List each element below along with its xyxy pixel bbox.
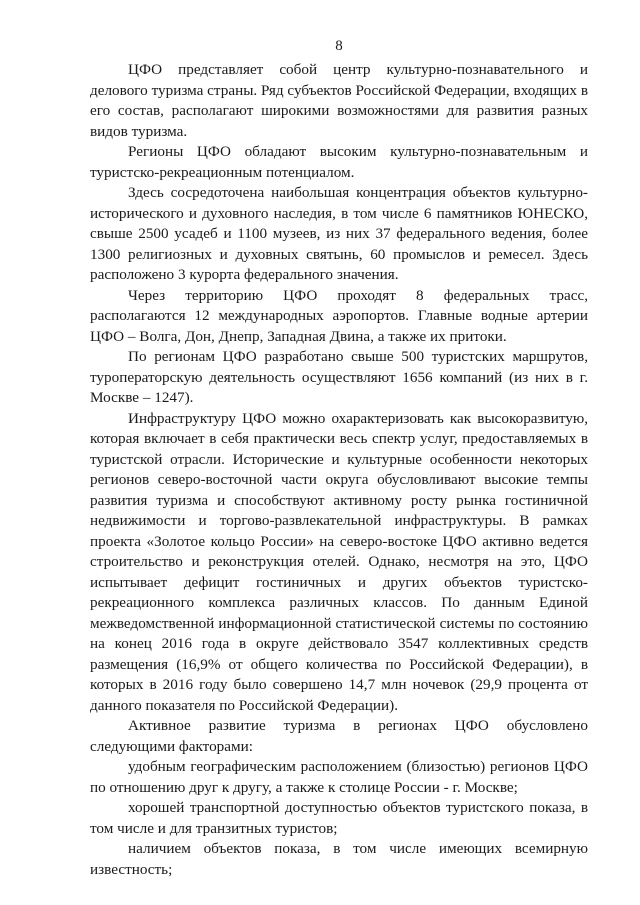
paragraph-intro: ЦФО представляет собой центр культурно-познавательного и делового туризма страны. Ряд субъектов Российской Федерации, входящих в его состав, располагают широкими возможностями для развития разных видов туризма. — [90, 61, 588, 140]
paragraph-factors-intro: Активное развитие туризма в регионах ЦФО обусловлено следующими факторами: — [90, 717, 588, 755]
list-item-accessibility: хорошей транспортной доступностью объектов туристского показа, в том числе и для транзитных туристов; — [90, 799, 588, 837]
paragraph-transport: Через территорию ЦФО проходят 8 федеральных трасс, располагаются 12 международных аэропортов. Главные водные артерии ЦФО – Волга, Дон, Днепр, Западная Двина, а также их притоки. — [90, 286, 588, 345]
paragraph-routes: По регионам ЦФО разработано свыше 500 туристских маршрутов, туроператорскую деятельность осуществляют 1656 компаний (из них в г. Москве – 1247). — [90, 348, 588, 406]
paragraph-infrastructure: Инфраструктуру ЦФО можно охарактеризовать как высокоразвитую, которая включает в себя практически весь спектр услуг, предоставляемых в туристской отрасли. Исторические и культурные особенности некоторых регионов северо-восточной части округа обусловливают высокие темпы развития туризма и способствуют активному росту рынка гостиничной недвижимости и торгово-развлекательной инфраструктуры. В рамках проекта «Золотое кольцо России» на северо-востоке ЦФО активно ведется строительство и реконструкция отелей. Однако, несмотря на это, ЦФО испытывает дефицит гостиничных и других объектов туристско-рекреационного комплекса различных классов. По данным Единой межведомственной информационной статистической системы по состоянию на конец 2016 года в округе действовало 3547 коллективных средств размещения (16,9% от общего количества по Российской Федерации), в которых в 2016 году было совершено 14,7 млн ночевок (29,9 процента от данного показателя по Российской Федерации). — [90, 409, 588, 714]
page-number: 8 — [335, 38, 343, 54]
paragraph-potential: Регионы ЦФО обладают высоким культурно-познавательным и туристско-рекреационным потенциалом. — [90, 143, 588, 181]
paragraph-heritage: Здесь сосредоточена наибольшая концентрация объектов культурно-исторического и духовного наследия, в том числе 6 памятников ЮНЕСКО, свыше 2500 усадеб и 1100 музеев, из них 37 федерального ведения, более 1300 религиозных и духовных святынь, 60 промыслов и ремесел. Здесь расположено 3 курорта федерального значения. — [90, 184, 588, 283]
list-item-geography: удобным географическим расположением (близостью) регионов ЦФО по отношению друг к другу, а также к столице России - г. Москве; — [90, 758, 588, 796]
list-item-attractions: наличием объектов показа, в том числе имеющих всемирную известность; — [90, 840, 588, 878]
